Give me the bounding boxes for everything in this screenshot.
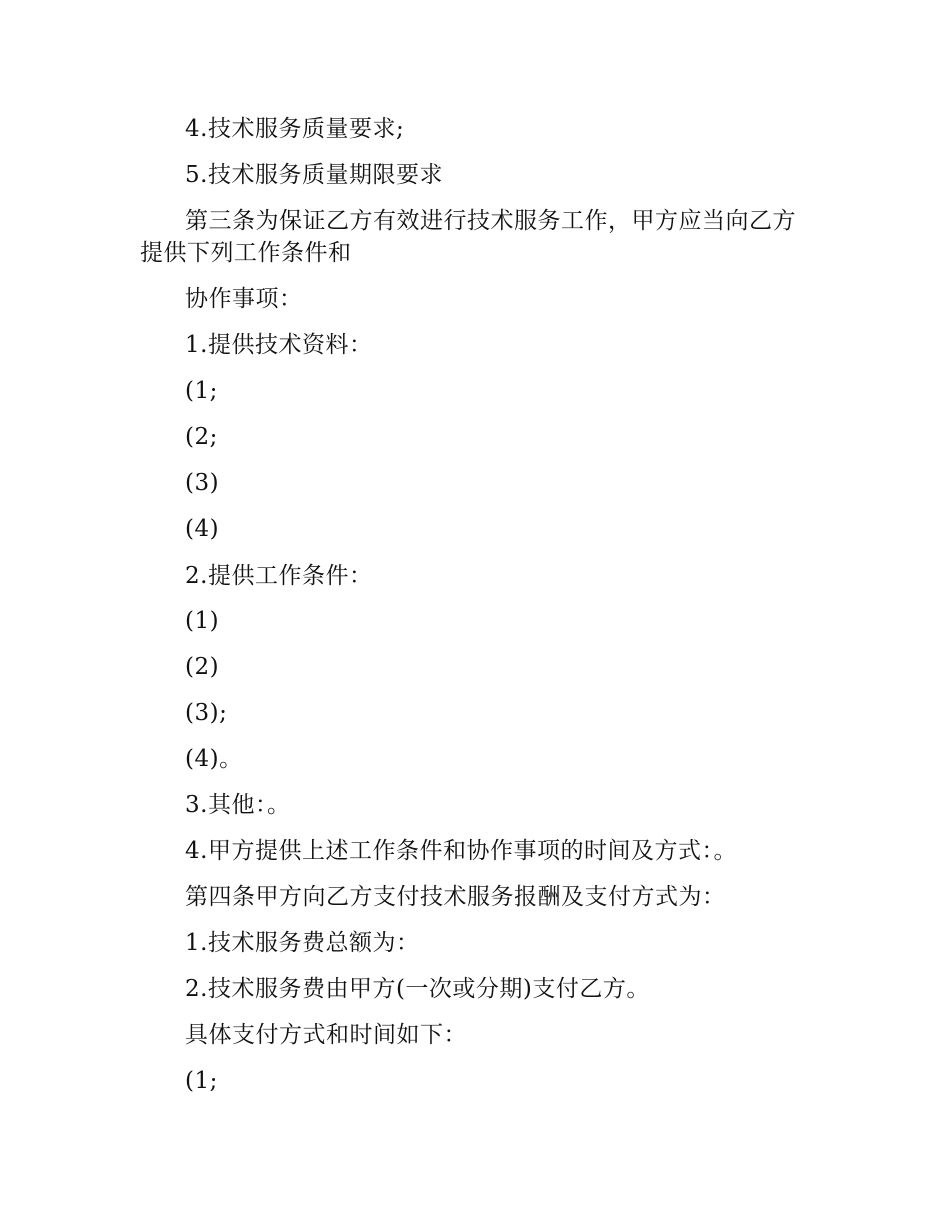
- provide-work-conditions: 2.提供工作条件：: [185, 563, 373, 589]
- clause-total-fee: 1.技术服务费总额为：: [185, 930, 420, 956]
- collaboration-items-label: 协作事项：: [185, 286, 303, 312]
- provide-technical-data: 1.提供技术资料：: [185, 332, 373, 358]
- clause-other: 3.其他：。: [185, 792, 291, 818]
- list-item: (4)。: [185, 746, 243, 772]
- list-item: (2): [185, 654, 220, 680]
- article-four-heading: 第四条甲方向乙方支付技术服务报酬及支付方式为：: [185, 884, 726, 910]
- list-item: (3);: [185, 700, 228, 726]
- clause-time-and-method: 4.甲方提供上述工作条件和协作事项的时间及方式：。: [185, 838, 737, 864]
- clause-quality-period: 5.技术服务质量期限要求: [185, 162, 443, 188]
- list-item: (2;: [185, 424, 218, 450]
- list-item: (3): [185, 470, 220, 496]
- list-item: (4): [185, 516, 220, 542]
- clause-quality-requirement: 4.技术服务质量要求;: [185, 116, 405, 142]
- clause-payment: 2.技术服务费由甲方(一次或分期)支付乙方。: [185, 976, 650, 1002]
- article-three-heading: 第三条为保证乙方有效进行技术服务工作，甲方应当向乙方提供下列工作条件和: [140, 208, 796, 266]
- list-item: (1;: [185, 1068, 218, 1094]
- list-item: (1): [185, 608, 220, 634]
- payment-method-label: 具体支付方式和时间如下：: [185, 1022, 467, 1048]
- list-item: (1;: [185, 378, 218, 404]
